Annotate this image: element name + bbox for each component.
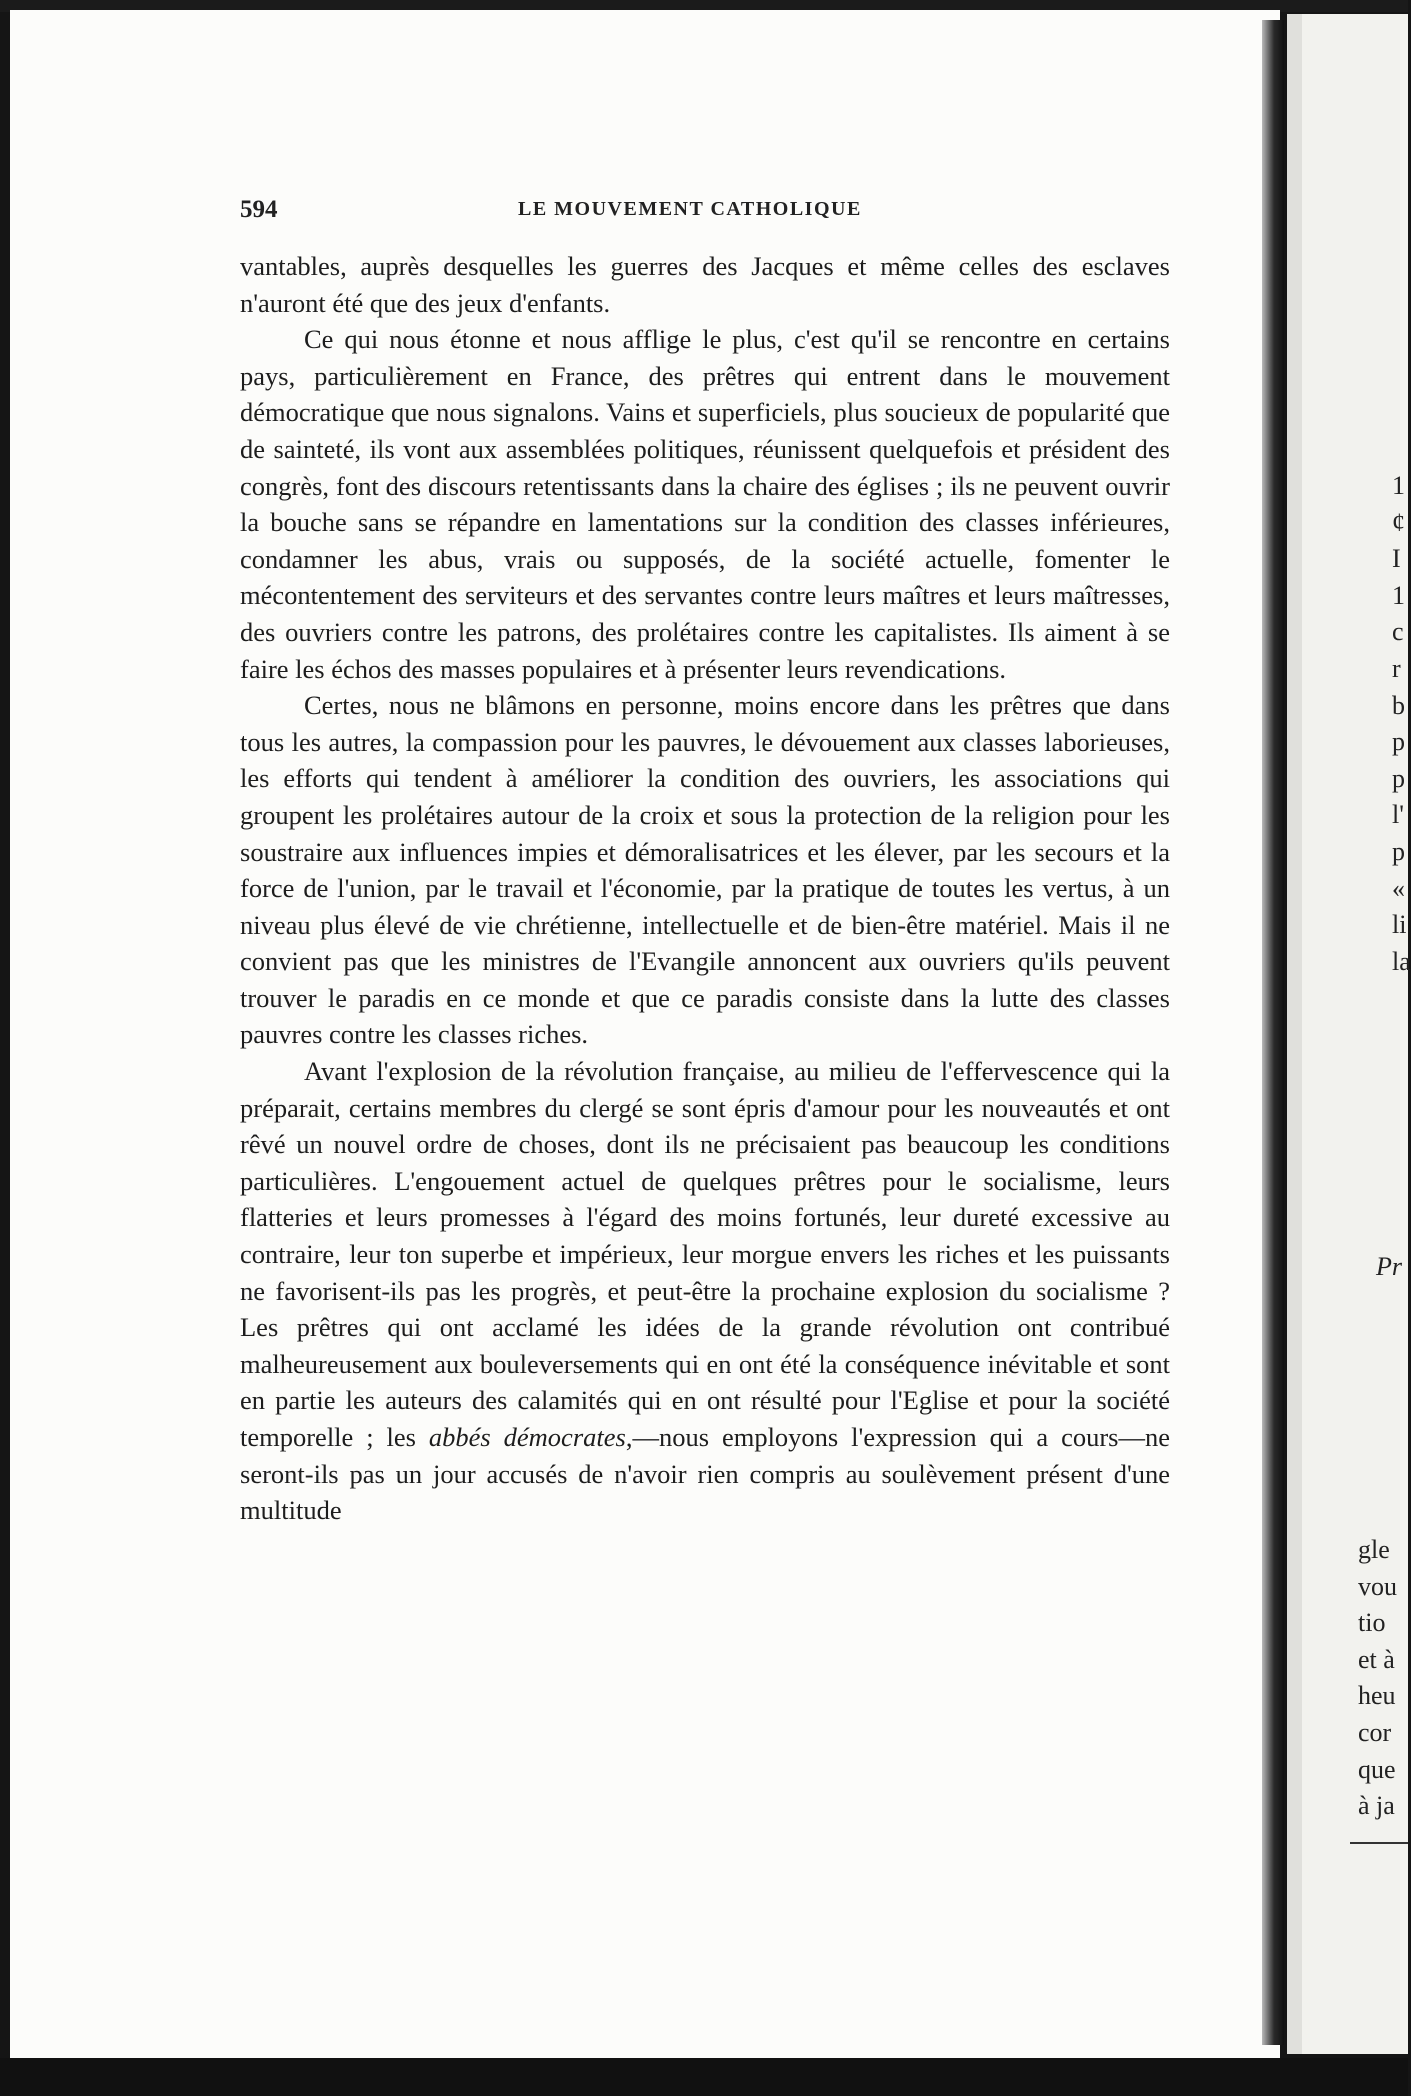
paragraph	[240, 1053, 1170, 1529]
facing-page-fragment-middle: Pr	[1376, 1252, 1402, 1281]
fragment-line: 1	[1392, 471, 1405, 500]
fragment-line: p	[1392, 763, 1405, 793]
fragment-line: l'	[1392, 800, 1404, 830]
fragment-line: ¢	[1392, 507, 1405, 537]
fragment-line: la	[1392, 946, 1411, 976]
scan-bottom-border	[0, 2058, 1408, 2096]
fragment-line: «	[1392, 873, 1405, 903]
fragment-line: li	[1392, 910, 1407, 940]
emphasis-text: abbés démocrates	[428, 1422, 626, 1452]
fragment-line: c	[1392, 617, 1404, 647]
fragment-line: heu	[1358, 1681, 1396, 1711]
fragment-line: 1	[1392, 580, 1405, 610]
paragraph-text: ,—nous employons l'expression qui a cours—ne seront-ils pas un jour accusés de n'avoir rien compris au soulèvement présent d'une multitude	[240, 1422, 1170, 1526]
fragment-line: que	[1358, 1754, 1396, 1784]
page-number: 594	[240, 196, 278, 223]
body-text	[240, 248, 1170, 1529]
fragment-line: et à	[1358, 1644, 1395, 1674]
facing-page-fragment-lower	[1358, 1532, 1397, 1825]
running-title: LE MOUVEMENT CATHOLIQUE	[518, 198, 862, 220]
fragment-line: b	[1392, 690, 1405, 720]
fragment-line: p	[1392, 727, 1405, 757]
paragraph-continuation: vantables, auprès desquelles les guerres des Jacques et même celles des esclaves n'auront été que des jeux d'enfants.	[240, 251, 1170, 318]
page-gutter-shadow	[1262, 20, 1284, 2045]
paragraph: Certes, nous ne blâmons en personne, moins encore dans les prêtres que dans tous les autres, la compassion pour les pauvres, le dévouement aux classes laborieuses, les efforts qui tendent à améliorer la condition des ouvriers, les associations qui groupent les prolétaires autour de la croix et sous la protection de la religion pour les soustraire aux influences impies et démoralisatrices et les élever, par les secours et la force de l'union, par le travail et l'économie, par la pratique de toutes les vertus, à un niveau plus élevé de vie chrétienne, intellectuelle et de bien-être matériel. Mais il ne convient pas que les ministres de l'Evangile annoncent aux ouvriers qu'ils peuvent trouver le paradis en ce monde et que ce paradis consiste dans la lutte des classes pauvres contre les classes riches.	[240, 690, 1170, 1050]
fragment-line: I	[1392, 544, 1401, 574]
fragment-line: r	[1392, 653, 1401, 683]
paragraph-text: Avant l'explosion de la révolution française, au milieu de l'effervescence qui la préparait, certains membres du clergé se sont épris d'amour pour les nouveautés et ont rêvé un nouvel ordre de choses, dont ils ne précisaient pas beaucoup les conditions particulières. L'engouement actuel de quelques prêtres pour le socialisme, leurs flatteries et leurs promesses à l'égard des moins fortunés, leur dureté excessive au contraire, leur ton superbe et impérieux, leur morgue envers les riches et les puissants ne favorisent-ils pas les progrès, et peut-être la prochaine explosion du socialisme ? Les prêtres qui ont acclamé les idées de la grande révolution ont contribué malheureusement aux bouleversements qui en ont été la conséquence inévitable et sont en partie les auteurs des calamités qui en ont résulté pour l'Eglise et pour la société temporelle ; les	[240, 1056, 1170, 1452]
fragment-line: tio	[1358, 1608, 1386, 1638]
fragment-line: gle	[1358, 1535, 1390, 1564]
fragment-line: à ja	[1358, 1791, 1395, 1821]
fragment-line: vou	[1358, 1571, 1397, 1601]
paragraph: Ce qui nous étonne et nous afflige le plus, c'est qu'il se rencontre en certains pays, particulièrement en France, des prêtres qui entrent dans le mouvement démocratique que nous signalons. Vains et superficiels, plus soucieux de popularité que de sainteté, ils vont aux assemblées politiques, réunissent quelquefois et président des congrès, font des discours retentissants dans la chaire des églises ; ils ne peuvent ouvrir la bouche sans se répandre en lamentations sur la condition des classes inférieures, condamner les abus, vrais ou supposés, de la société actuelle, fomenter le mécontentement des serviteurs et des servantes contre leurs maîtres et leurs maîtresses, des ouvriers contre les patrons, des prolétaires contre les capitalistes. Ils aiment à se faire les échos des masses populaires et à présenter leurs revendications.	[240, 324, 1170, 684]
fragment-line: p	[1392, 836, 1405, 866]
facing-page-footnote-rule	[1350, 1842, 1408, 1844]
facing-page-fragment-upper	[1392, 468, 1411, 980]
running-header	[0, 196, 1408, 226]
facing-page-margin	[1287, 14, 1303, 2054]
fragment-line: cor	[1358, 1717, 1392, 1747]
